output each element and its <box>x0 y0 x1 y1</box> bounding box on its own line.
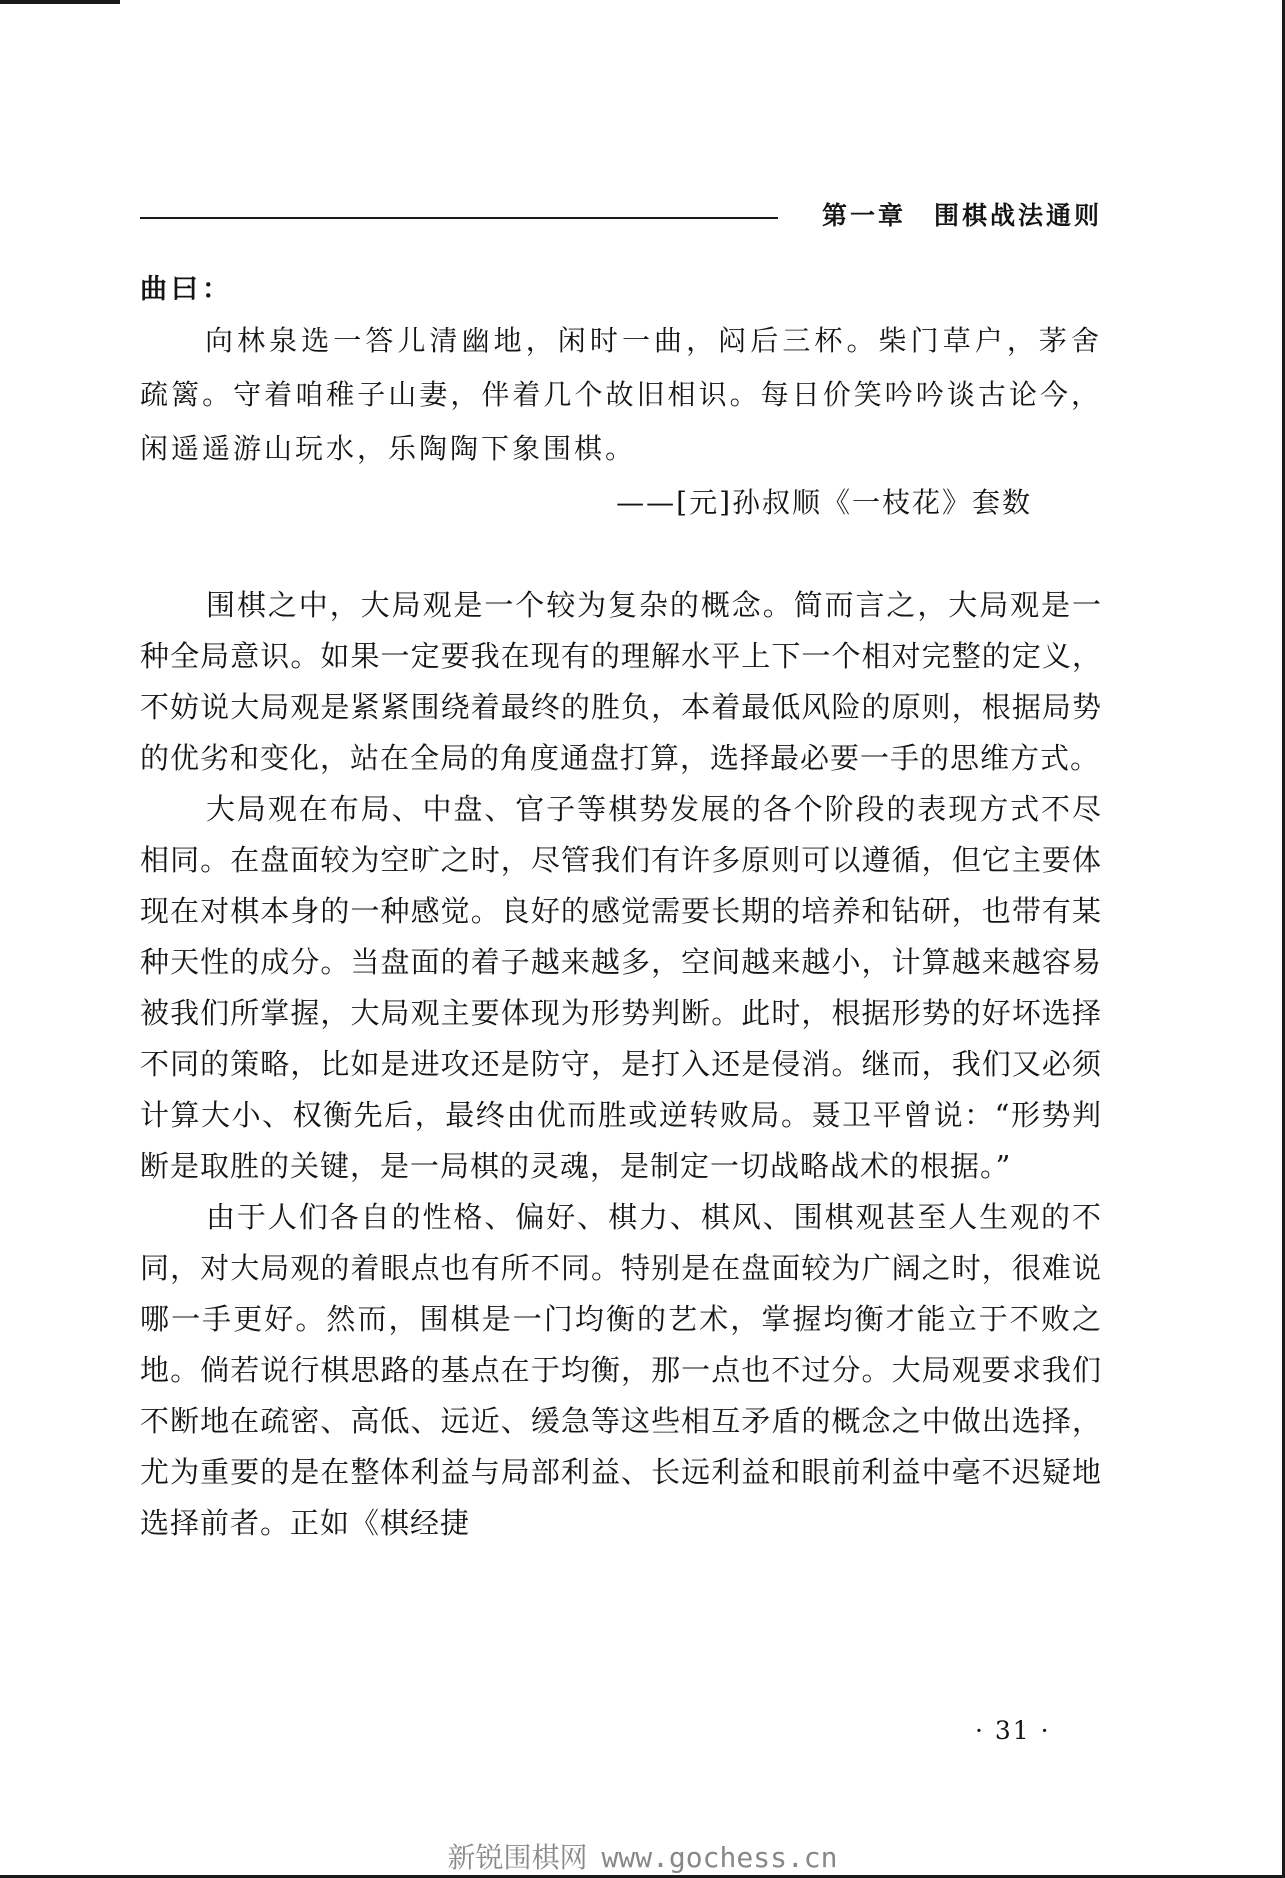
page-number: · 31 · <box>975 1716 1051 1745</box>
body-text <box>140 580 1102 1549</box>
watermark-url: www.gochess.cn <box>601 1841 838 1874</box>
watermark-site-name: 新锐围棋网 <box>447 1841 588 1874</box>
header-rule <box>140 217 778 219</box>
scan-corner-mark <box>0 0 120 4</box>
chapter-number: 第一章 <box>821 201 906 230</box>
footer-watermark <box>0 1836 1285 1876</box>
quote-source: ——[元]孙叔顺《一枝花》套数 <box>616 486 1032 519</box>
running-head <box>140 196 1102 232</box>
paragraph-3: 由于人们各自的性格、偏好、棋力、棋风、围棋观甚至人生观的不同，对大局观的着眼点也有所不同。特别是在盘面较为广阔之时，很难说哪一手更好。然而，围棋是一门均衡的艺术，掌握均衡才能立于不败之地。倘若说行棋思路的基点在于均衡，那一点也不过分。大局观要求我们不断地在疏密、高低、远近、缓急等这些相互矛盾的概念之中做出选择，尤为重要的是在整体利益与局部利益、长远利益和眼前利益中毫不迟疑地选择前者。正如《棋经捷 <box>140 1200 1102 1540</box>
chapter-title <box>822 196 1102 232</box>
paragraph-2: 大局观在布局、中盘、官子等棋势发展的各个阶段的表现方式不尽相同。在盘面较为空旷之时，尽管我们有许多原则可以遵循，但它主要体现在对棋本身的一种感觉。良好的感觉需要长期的培养和钻研，也带有某种天性的成分。当盘面的着子越来越多，空间越来越小，计算越来越容易被我们所掌握，大局观主要体现为形势判断。此时，根据形势的好坏选择不同的策略，比如是进攻还是防守，是打入还是侵消。继而，我们又必须计算大小、权衡先后，最终由优而胜或逆转败局。聂卫平曾说：“形势判断是取胜的关键，是一局棋的灵魂，是制定一切战略战术的根据。” <box>140 792 1102 1183</box>
quote-text: 向林泉选一答儿清幽地，闲时一曲，闷后三杯。柴门草户，茅舍疏篱。守着咱稚子山妻，伴着几个故旧相识。每日价笑吟吟谈古论今，闲遥遥游山玩水，乐陶陶下象围棋。 <box>140 324 1102 465</box>
epigraph-quote <box>140 270 1102 530</box>
quote-label: 曲曰： <box>140 274 233 305</box>
chapter-name: 围棋战法通则 <box>933 201 1102 230</box>
paragraph-1: 围棋之中，大局观是一个较为复杂的概念。简而言之，大局观是一种全局意识。如果一定要我在现有的理解水平上下一个相对完整的定义，不妨说大局观是紧紧围绕着最终的胜负，本着最低风险的原则，根据局势的优劣和变化，站在全局的角度通盘打算，选择最必要一手的思维方式。 <box>140 588 1102 775</box>
